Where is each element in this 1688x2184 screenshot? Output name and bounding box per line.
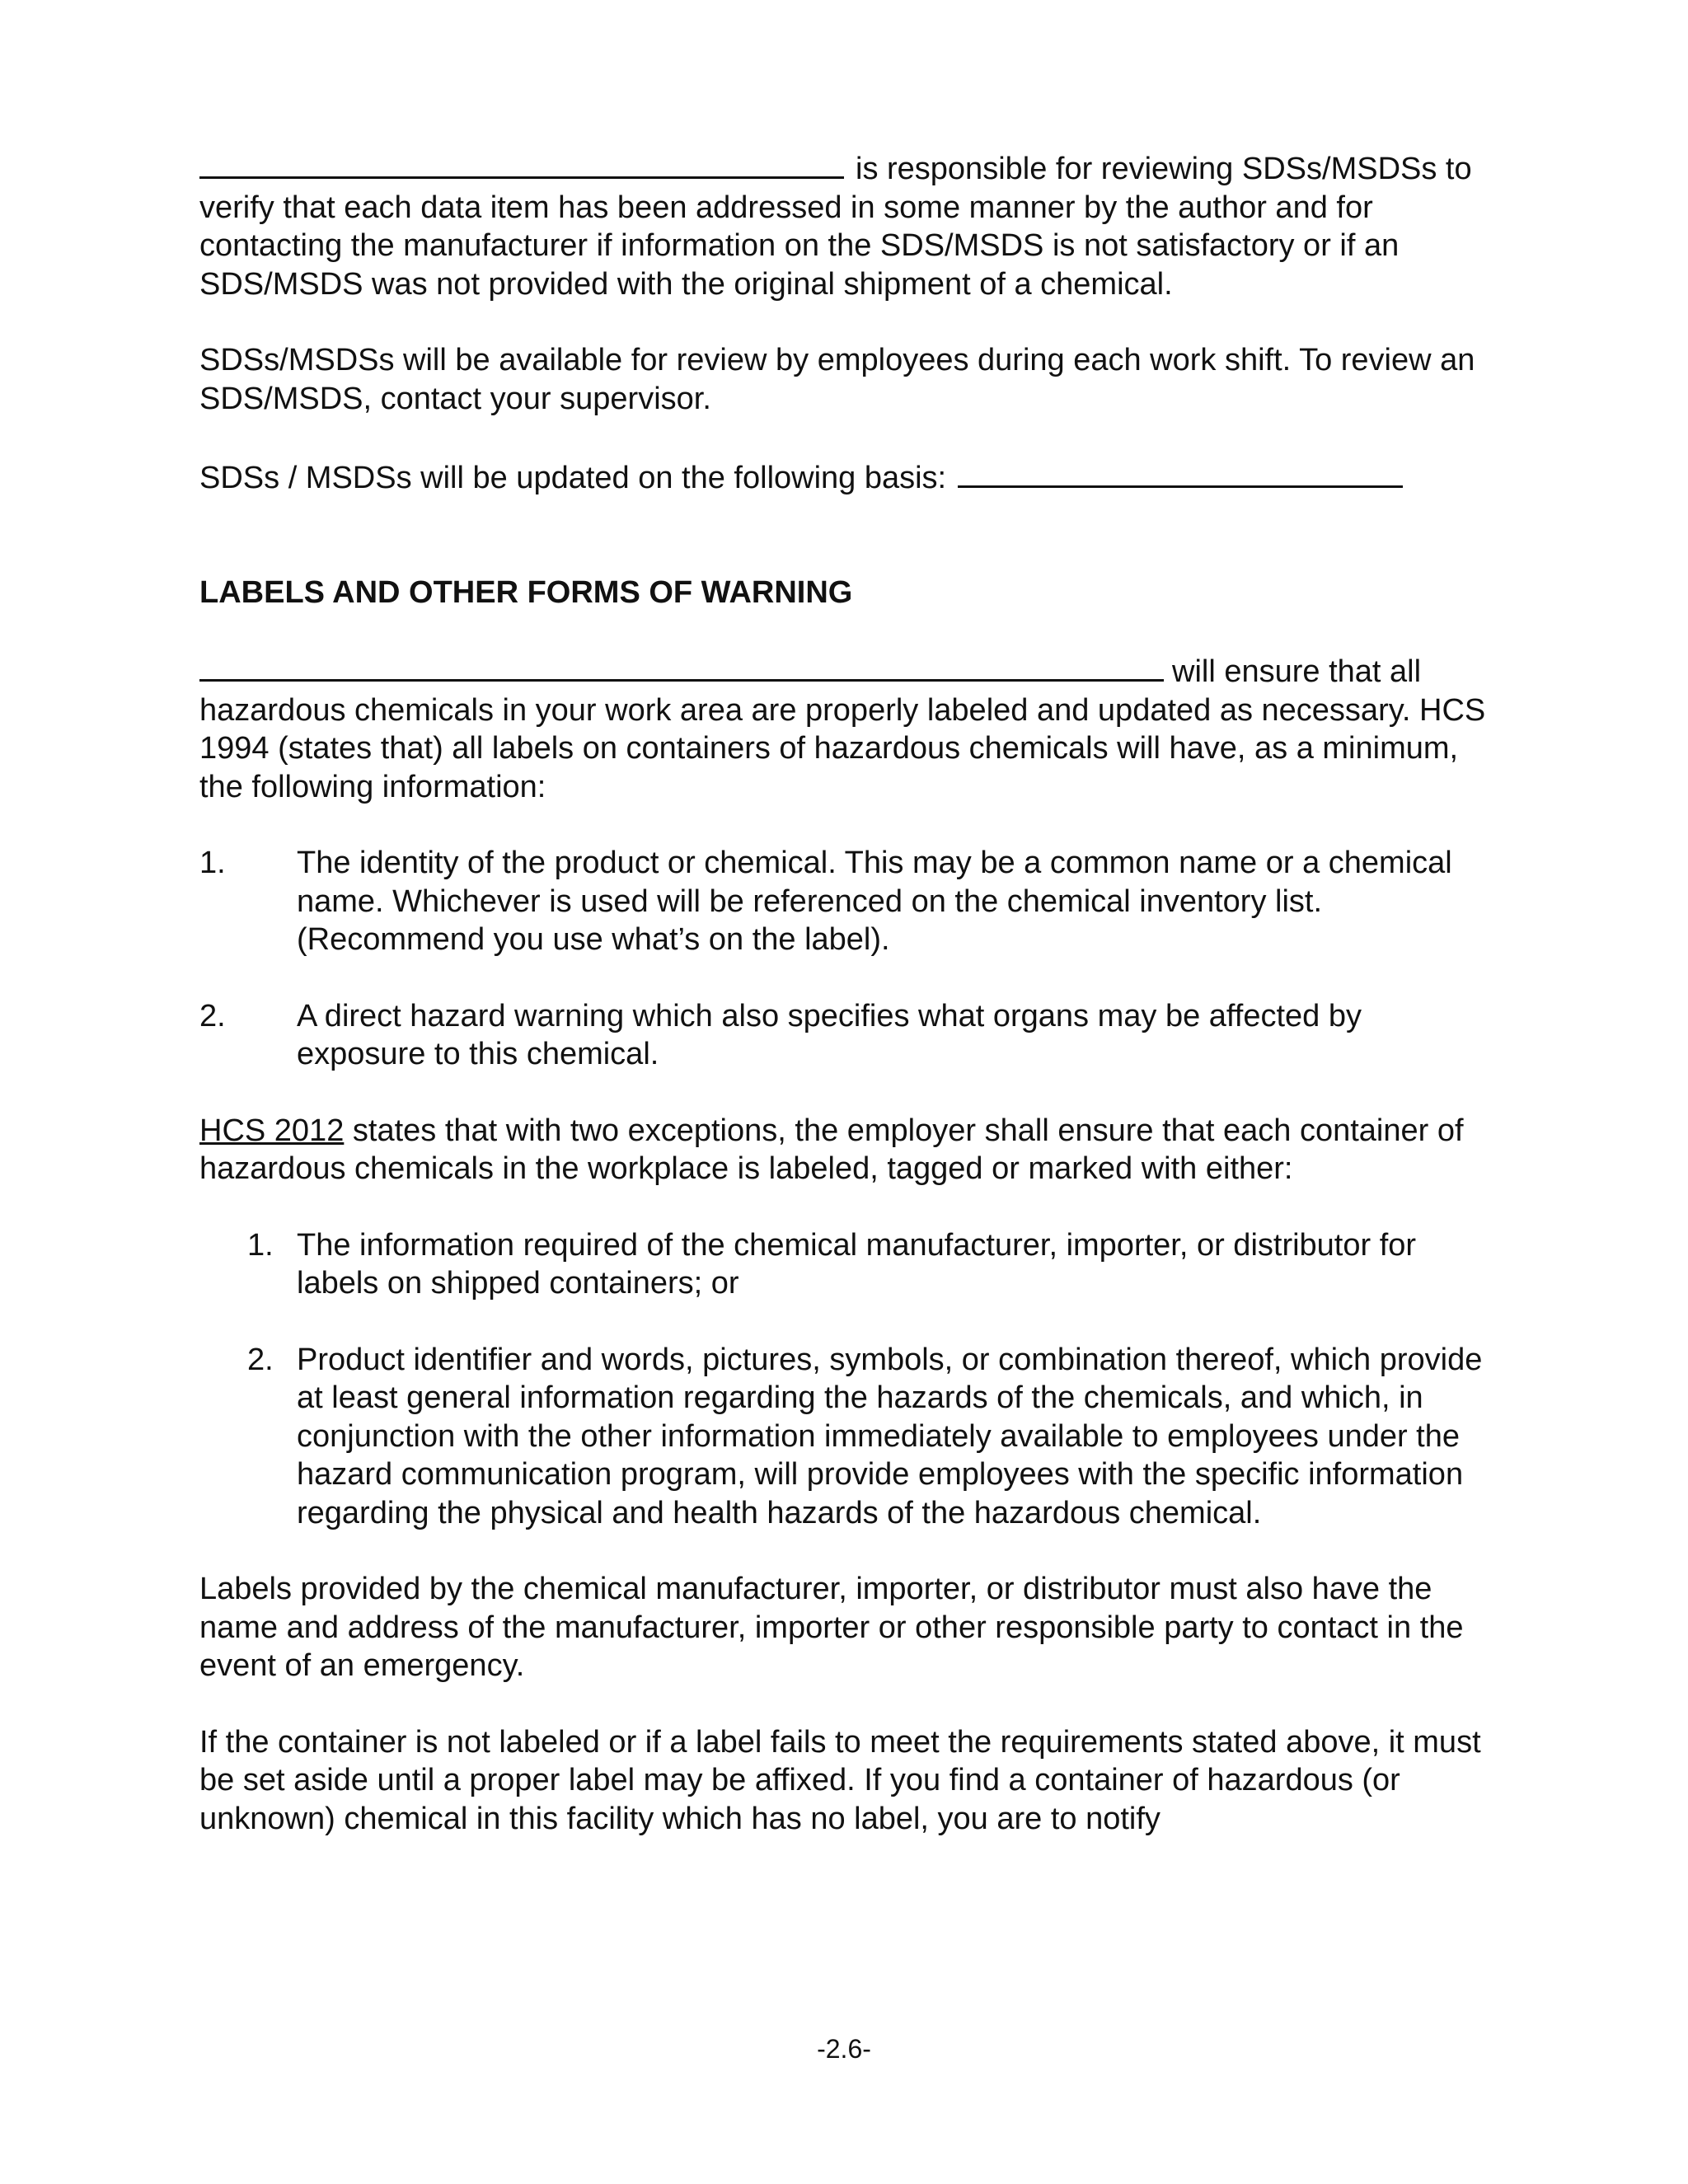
labels-intro-tail: will ensure that all — [1172, 654, 1422, 689]
hcs2012-label: HCS 2012 — [199, 1113, 345, 1148]
list-item — [199, 1341, 1493, 1533]
hcs2012-options-list — [199, 1226, 1493, 1533]
page-number: -2.6- — [817, 2034, 871, 2064]
hcs2012-text: states that with two exceptions, the employer shall ensure that each container of hazardous chemicals in the workplace is labeled, tagged or marked with either: — [199, 1113, 1464, 1186]
list-item-number: 1. — [247, 1227, 274, 1263]
list-item-text: The information required of the chemical manufacturer, importer, or distributor for labels on shipped containers; or — [297, 1227, 1417, 1301]
sds-review-text: is responsible for reviewing SDSs/MSDSs to verify that each data item has been addressed in some manner by the author and for contacting the manufacturer if information on the SDS/MSDS is not satisfactory or if an SDS/MSDS was not provided with the original shipment of a chemical. — [199, 152, 1472, 302]
update-basis-blank[interactable] — [958, 456, 1403, 488]
list-item-number: 1. — [199, 846, 226, 880]
sds-update-paragraph — [199, 456, 1493, 498]
list-item — [199, 1226, 1493, 1303]
list-item-text: The identity of the product or chemical. This may be a common name or a chemical name. Whichever is used will be referenced on the chemical inventory list. (Recommend you use what’s on the label). — [297, 846, 1452, 957]
manufacturer-labels-paragraph: Labels provided by the chemical manufacturer, importer, or distributor must also have the name and address of the manufacturer, importer or other responsible party to contact in the event of an emergency. — [199, 1572, 1464, 1683]
list-item-text: Product identifier and words, pictures, symbols, or combination thereof, which provide at least general information regarding the hazards of the chemicals, and which, in conjunction with the other information immediately available to employees under the hazard communication program, will provide employees with the specific information regarding the physical and health hazards of the hazardous chemical. — [297, 1342, 1483, 1530]
list-item-number: 2. — [247, 1342, 274, 1377]
sds-update-text: SDSs / MSDSs will be updated on the following basis: — [199, 461, 947, 495]
labels-section-heading: LABELS AND OTHER FORMS OF WARNING — [199, 574, 853, 610]
labels-responsible-blank[interactable] — [199, 649, 1164, 682]
hcs1994-requirements-list — [199, 844, 1493, 1074]
unlabeled-container-paragraph: If the container is not labeled or if a label fails to meet the requirements stated above, it must be set aside until a proper label may be affixed. If you find a container of hazardous (or unknown) chemical in this facility which has no label, you are to notify — [199, 1724, 1481, 1836]
list-item — [199, 997, 1493, 1074]
labels-intro-rest: hazardous chemicals in your work area are properly labeled and updated as necessary. HCS 1994 (states that) all labels on containers of hazardous chemicals will have, as a minimum, the following information: — [199, 692, 1486, 804]
list-item-text: A direct hazard warning which also specifies what organs may be affected by exposure to this chemical. — [297, 998, 1362, 1071]
sds-review-paragraph — [199, 147, 1493, 303]
list-item-number: 2. — [199, 998, 226, 1033]
responsible-person-blank[interactable] — [199, 147, 844, 179]
hcs2012-paragraph — [199, 1112, 1493, 1188]
labels-intro-paragraph — [199, 649, 1493, 806]
sds-availability-paragraph: SDSs/MSDSs will be available for review by employees during each work shift. To review an SDS/MSDS, contact your supervisor. — [199, 343, 1475, 416]
document-page — [199, 147, 1493, 1876]
list-item — [199, 844, 1493, 959]
